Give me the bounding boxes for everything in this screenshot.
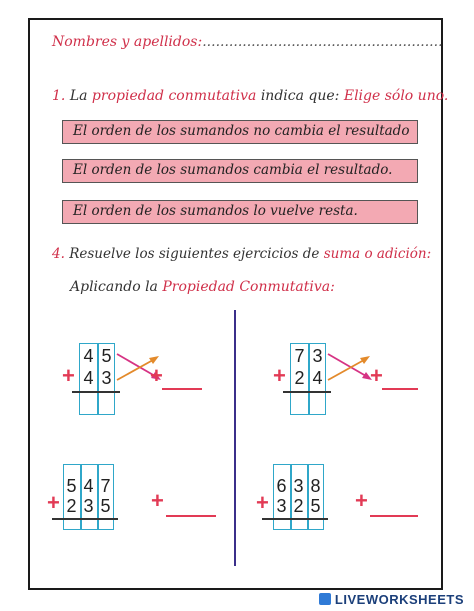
answer-plus-sign: +: [150, 363, 163, 388]
answer-plus-sign: +: [151, 488, 164, 513]
answer-line[interactable]: [166, 515, 216, 517]
q4-subtitle: [70, 279, 335, 295]
option-3[interactable]: El orden de los sumandos lo vuelve resta.: [62, 200, 418, 224]
digit: 5: [66, 476, 77, 496]
answer-line[interactable]: [382, 388, 418, 390]
digit: 4: [83, 476, 94, 496]
digit: 4: [312, 368, 323, 388]
q4-sub-prefix: Aplicando la: [70, 279, 158, 295]
q4-prefix: Resuelve los siguientes ejercicios de: [69, 246, 320, 262]
digit: 3: [293, 476, 304, 496]
column-divider: [234, 310, 236, 566]
q4-sub-highlight: Propiedad Conmutativa:: [162, 279, 335, 295]
q1-instruction: Elige sólo uno.: [343, 88, 449, 104]
digit: 3: [83, 496, 94, 516]
digit: 2: [293, 496, 304, 516]
sum-line: [283, 391, 331, 393]
plus-sign: +: [62, 363, 75, 388]
sum-line: [52, 518, 118, 520]
brand-text: LIVEWORKSHEETS: [334, 592, 464, 607]
q4-highlight: suma o adición:: [323, 246, 432, 262]
q1-number: 1.: [52, 88, 66, 104]
question-1: [52, 88, 448, 104]
option-2[interactable]: El orden de los sumandos cambia el resultado.: [62, 159, 418, 183]
digit: 2: [294, 368, 305, 388]
name-label: Nombres y apellidos:: [52, 34, 203, 50]
liveworksheets-logo: [319, 592, 464, 607]
plus-sign: +: [273, 363, 286, 388]
liveworksheets-icon: [319, 593, 331, 605]
answer-plus-sign: +: [370, 363, 383, 388]
digit: 4: [83, 346, 94, 366]
plus-sign: +: [47, 490, 60, 515]
sum-line: [262, 518, 328, 520]
digit: 5: [100, 496, 111, 516]
digit: 3: [276, 496, 287, 516]
name-row: [52, 34, 443, 50]
digit: 3: [312, 346, 323, 366]
swap-arrows-icon: [326, 350, 376, 390]
answer-plus-sign: +: [355, 488, 368, 513]
digit: 7: [294, 346, 305, 366]
digit: 4: [83, 368, 94, 388]
q1-prefix: La: [69, 88, 88, 104]
q4-number: 4.: [52, 246, 65, 262]
digit: 7: [100, 476, 111, 496]
q1-highlight: propiedad conmutativa: [91, 88, 257, 104]
digit: 3: [101, 368, 112, 388]
digit: 5: [310, 496, 321, 516]
question-4: [52, 246, 431, 262]
q1-middle: indica que:: [260, 88, 340, 104]
digit: 6: [276, 476, 287, 496]
digit: 2: [66, 496, 77, 516]
option-1[interactable]: El orden de los sumandos no cambia el resultado: [62, 120, 418, 144]
answer-line[interactable]: [162, 388, 202, 390]
answer-line[interactable]: [370, 515, 418, 517]
digit: 5: [101, 346, 112, 366]
sum-line: [72, 391, 120, 393]
digit: 8: [310, 476, 321, 496]
name-field[interactable]: ......................................................: [202, 34, 443, 50]
plus-sign: +: [256, 490, 269, 515]
